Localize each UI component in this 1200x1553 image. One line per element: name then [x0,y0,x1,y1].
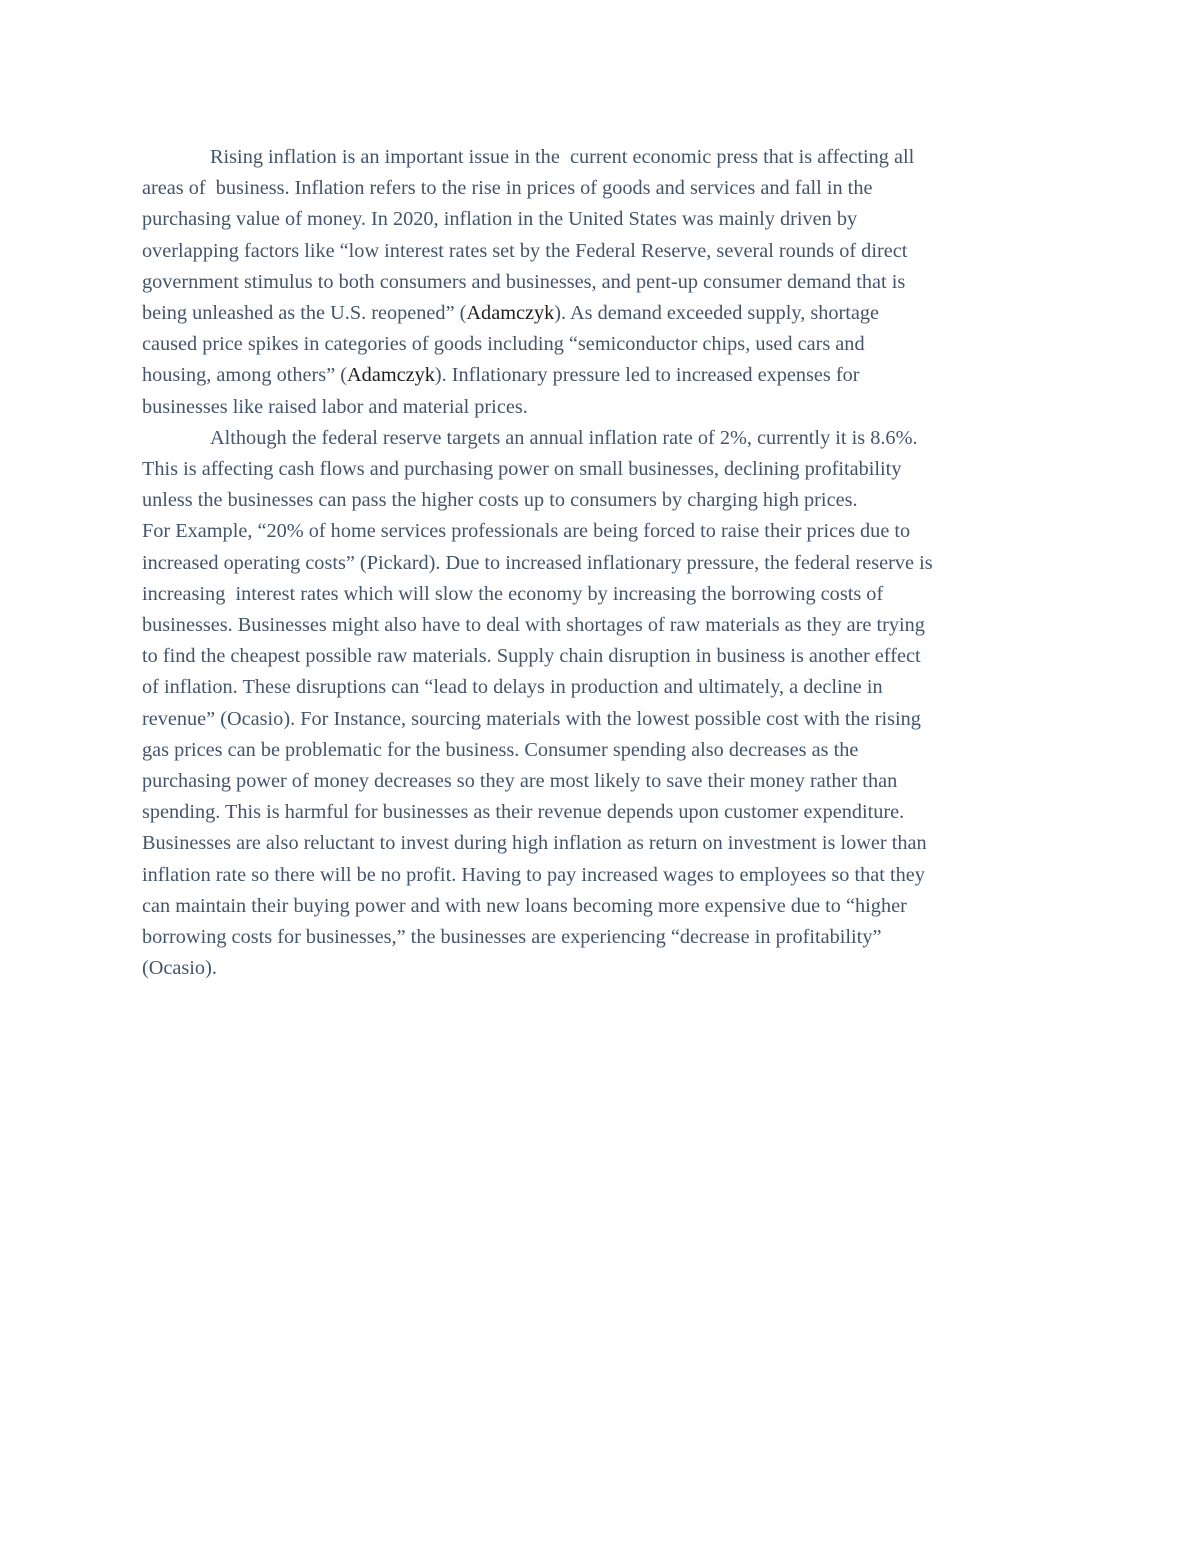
text-run: areas of business. Inflation refers to the rise in prices of goods and services and fall in the [142,177,873,200]
text-line [142,579,1072,610]
text-run: spending. This is harmful for businesses as their revenue depends upon customer expenditure. [142,801,905,824]
text-line [142,953,1072,984]
text-line [142,423,1072,454]
text-line [142,641,1072,672]
text-run: government stimulus to both consumers and businesses, and pent-up consumer demand that is [142,270,906,293]
essay-body [142,142,1072,984]
text-run: purchasing power of money decreases so they are most likely to save their money rather than [142,770,898,793]
text-line [142,610,1072,641]
text-line [142,454,1072,485]
citation-author: Adamczyk [347,364,435,387]
text-line [142,236,1072,267]
text-line [142,204,1072,235]
paragraph-2 [142,423,1072,985]
text-line [142,360,1072,391]
text-run: businesses. Businesses might also have to deal with shortages of raw materials as they are trying [142,614,925,637]
text-run: Rising inflation is an important issue in the current economic press that is affecting all [210,146,915,168]
text-run: purchasing value of money. In 2020, inflation in the United States was mainly driven by [142,208,858,231]
text-line [142,173,1072,204]
text-run: revenue” (Ocasio). For Instance, sourcing materials with the lowest possible cost with the rising [142,707,921,730]
text-line [142,922,1072,953]
text-run: gas prices can be problematic for the business. Consumer spending also decreases as the [142,738,859,761]
text-run: being unleashed as the U.S. reopened” ( [142,302,467,325]
text-line [142,392,1072,423]
text-run: businesses like raised labor and material prices. [142,395,528,418]
text-run: inflation rate so there will be no profit. Having to pay increased wages to employees so that they [142,863,925,886]
text-run: ). As demand exceeded supply, shortage [554,302,880,325]
text-run: borrowing costs for businesses,” the businesses are experiencing “decrease in profitability” [142,926,882,949]
text-line [142,735,1072,766]
text-run: (Ocasio). [142,957,217,980]
citation-author: Adamczyk [466,302,555,325]
text-run: ). Inflationary pressure led to increased expenses for [434,364,860,387]
text-line [142,485,1072,516]
text-line [142,298,1072,329]
text-run: of inflation. These disruptions can “lead to delays in production and ultimately, a decline in [142,676,883,699]
text-run: For Example, “20% of home services professionals are being forced to raise their prices due to [142,520,911,543]
text-run: can maintain their buying power and with new loans becoming more expensive due to “higher [142,894,907,917]
text-line [142,891,1072,922]
text-run: to find the cheapest possible raw materials. Supply chain disruption in business is another effect [142,645,921,668]
text-line [142,797,1072,828]
text-run: Although the federal reserve targets an annual inflation rate of 2%, currently it is 8.6%. [210,426,918,449]
text-line [142,267,1072,298]
text-line [142,548,1072,579]
text-run: caused price spikes in categories of goods including “semiconductor chips, used cars and [142,333,865,356]
text-line [142,860,1072,891]
text-run: increased operating costs” (Pickard). Due to increased inflationary pressure, the federal reserve is [142,551,933,574]
text-run: Businesses are also reluctant to invest during high inflation as return on investment is lower than [142,832,927,855]
text-line [142,516,1072,547]
text-run: This is affecting cash flows and purchasing power on small businesses, declining profitability [142,458,902,481]
text-run: overlapping factors like “low interest rates set by the Federal Reserve, several rounds of direct [142,239,908,262]
text-run: unless the businesses can pass the higher costs up to consumers by charging high prices. [142,489,858,512]
text-line [142,672,1072,703]
text-line [142,766,1072,797]
text-line [142,329,1072,360]
text-line [142,828,1072,859]
text-run: increasing interest rates which will slow the economy by increasing the borrowing costs of [142,582,884,605]
paragraph-1 [142,142,1072,423]
text-line [142,704,1072,735]
text-run: housing, among others” ( [142,364,348,387]
text-line [142,142,1072,173]
